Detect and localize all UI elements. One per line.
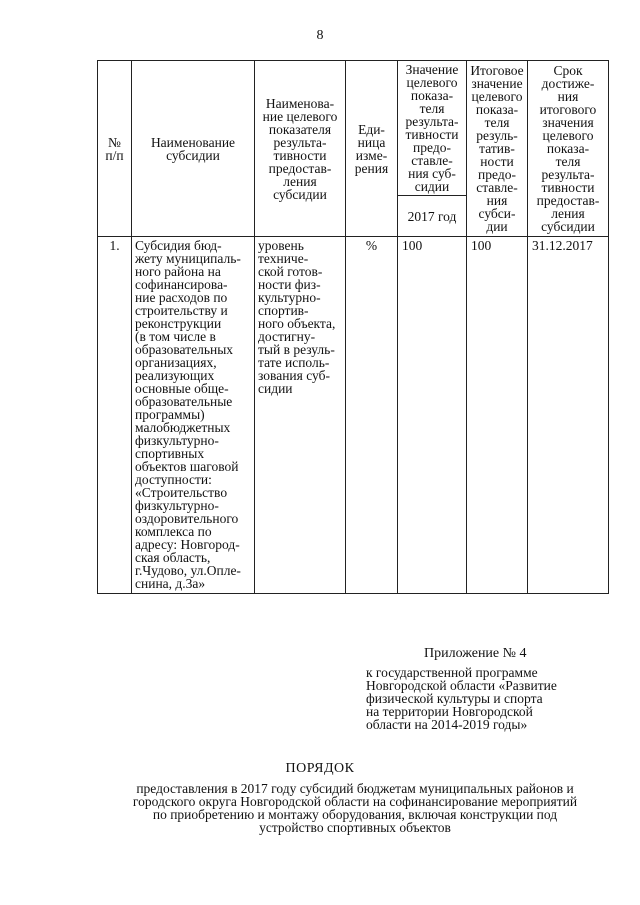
header-indicator-name: Наименова- ние целевого показателя результа- тивности предостав- ления субсидии xyxy=(255,61,346,237)
cell-indicator-name: уровень техниче- ской готов- ности физ- культурно- спортив- ного объекта, достигну- тый в резуль- тате исполь- зования суб- сидии xyxy=(255,237,346,594)
order-subtitle: предоставления в 2017 году субсидий бюджетам муниципальных районов и городского округа Новгородской области на софинансирование мероприятий по приобретению и монтажу оборудования, включая конструкции под устройство спортивных объектов xyxy=(132,781,578,835)
appendix-block xyxy=(366,647,616,731)
table-row xyxy=(98,237,609,594)
cell-deadline: 31.12.2017 xyxy=(528,237,609,594)
header-num: № п/п xyxy=(98,61,132,237)
cell-target-value: 100 xyxy=(398,237,467,594)
header-target-value: Значение целевого показа- теля результа- тивности предо- ставле- ния суб- сидии xyxy=(398,61,467,196)
header-target-year: 2017 год xyxy=(398,196,467,237)
table-header-row xyxy=(98,61,609,196)
header-subsidy-name: Наименование субсидии xyxy=(132,61,255,237)
cell-subsidy-name: Субсидия бюд- жету муниципаль- ного района на софинансирова- ние расходов по строительству и реконструкции (в том числе в образовательных организациях, реализующих основные обще- образовательные программы) малобюджетных физкультурно- спортивных объектов шаговой доступности: «Строительство физкультурно- оздоровительного комплекса по адресу: Новгород- ская область, г.Чудово, ул.Опле- снина, д.3а» xyxy=(132,237,255,594)
page-number: 8 xyxy=(316,28,324,43)
header-unit: Еди- ница изме- рения xyxy=(346,61,398,237)
subsidy-indicators-table xyxy=(97,60,609,594)
appendix-title: Приложение № 4 xyxy=(424,646,527,661)
cell-num: 1. xyxy=(98,237,132,594)
appendix-reference: к государственной программе Новгородской области «Развитие физической культуры и спорта на территории Новгородской области на 2014-2019 годы» xyxy=(366,665,557,732)
order-title: ПОРЯДОК xyxy=(285,761,355,776)
header-deadline: Срок достиже- ния итогового значения целевого показа- теля результа- тивности предостав- ления субсидии xyxy=(528,61,609,237)
cell-unit: % xyxy=(346,237,398,594)
header-final-value: Итоговое значение целевого показа- теля резуль- татив- ности предо- ставле- ния субси- дии xyxy=(467,61,528,237)
cell-final-value: 100 xyxy=(467,237,528,594)
